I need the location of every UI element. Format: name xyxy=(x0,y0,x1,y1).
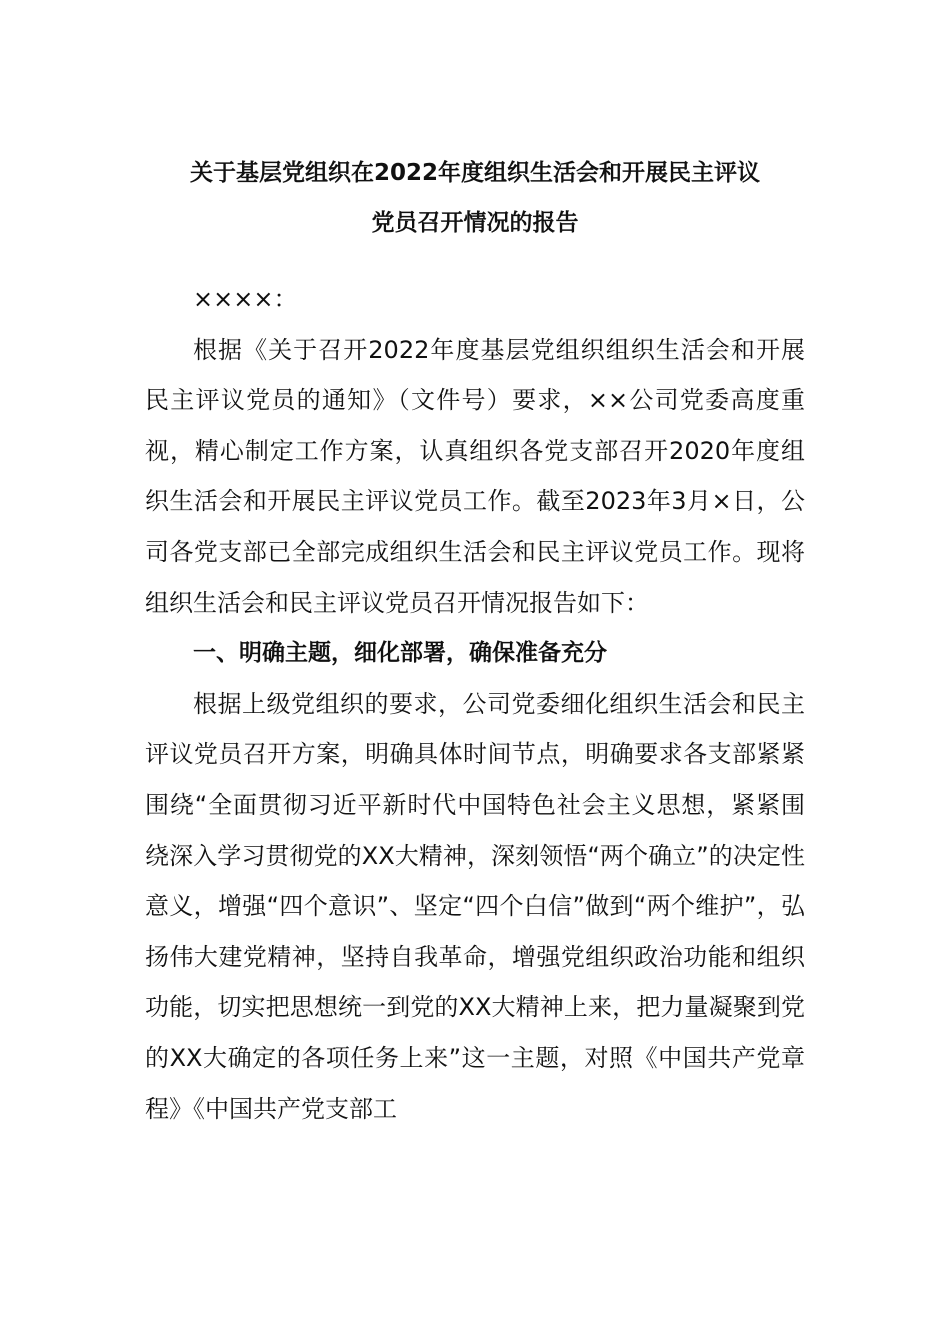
intro-paragraph: 根据《关于召开2022年度基层党组织组织生活会和开展民主评议党员的通知》（文件号）要求，××公司党委高度重视，精心制定工作方案，认真组织各党支部召开2020年度组织生活会和开展民主评议党员工作。截至2023年3月×日，公司各党支部已全部完成组织生活会和民主评议党员工作。现将组织生活会和民主评议党员召开情况报告如下： xyxy=(145,335,805,617)
section-heading-1: 一、明确主题，细化部署，确保准备充分 xyxy=(193,640,607,667)
document-title-line-1: 关于基层党组织在2022年度组织生活会和开展民主评议 xyxy=(189,160,760,186)
document-content xyxy=(145,148,805,1134)
document-title xyxy=(145,148,805,248)
salutation: ××××： xyxy=(193,285,298,313)
document-title-line-2: 党员召开情况的报告 xyxy=(371,210,579,236)
section1-paragraph: 根据上级党组织的要求，公司党委细化组织生活会和民主评议党员召开方案，明确具体时间节点，明确要求各支部紧紧围绕“全面贯彻习近平新时代中国特色社会主义思想，紧紧围绕深入学习贯彻党的XX大精神，深刻领悟“两个确立”的决定性意义，增强“四个意识”、坚定“四个白信”做到“两个维护”，弘扬伟大建党精神，坚持自我革命，增强党组织政治功能和组织功能，切实把思想统一到党的XX大精神上来，把力量凝聚到党的XX大确定的各项任务上来”这一主题，对照《中国共产党章程》《中国共产党支部工 xyxy=(145,689,805,1123)
